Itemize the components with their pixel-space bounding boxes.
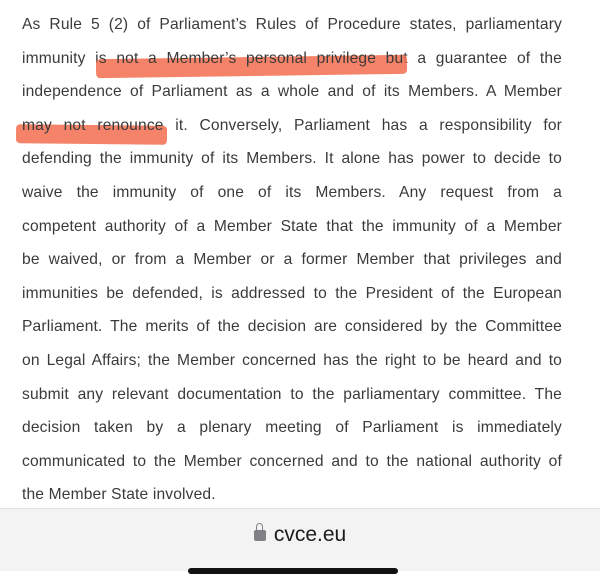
lock-icon: [254, 530, 266, 541]
text-line-9: immunities be defended, is addressed to the President of the European: [22, 284, 562, 302]
text-line-5: defending the immunity of its Members. It alone has power to decide to: [22, 150, 562, 168]
text-line-8: be waived, or from a Member or a former Member that privileges and: [22, 251, 562, 269]
browser-address-bar[interactable]: [0, 508, 600, 571]
url-display[interactable]: [0, 523, 600, 547]
highlight-personal-privilege: s not a Member’s personal privilege bu: [98, 49, 404, 67]
text-line-12: submit any relevant documentation to the parliamentary committee. The: [22, 385, 562, 403]
text-line-10: Parliament. The merits of the decision are considered by the Committee: [22, 318, 562, 336]
url-text[interactable]: cvce.eu: [273, 523, 347, 546]
text-line-14: communicated to the Member concerned and to the national authority of: [22, 452, 562, 470]
text-line-15: the Member State involved.: [22, 486, 216, 504]
text-line-2-start: immunity i: [22, 49, 99, 67]
highlight-may-not-renounce: may not renounce: [22, 116, 164, 134]
text-line-1: As Rule 5 (2) of Parliament’s Rules of Procedure states, parliamentary: [22, 16, 562, 33]
text-line-2-end: t a guarantee of the: [403, 49, 562, 67]
text-line-2: [22, 42, 562, 76]
text-line-4: [22, 109, 562, 143]
text-line-13: decision taken by a plenary meeting of Parliament is immediately: [22, 419, 562, 437]
text-line-3: independence of Parliament as a whole and of its Members. A Member: [22, 83, 562, 101]
text-line-11: on Legal Affairs; the Member concerned has the right to be heard and to: [22, 351, 562, 369]
text-line-4-end: it. Conversely, Parliament has a responsibility for: [163, 116, 562, 134]
home-indicator: [188, 568, 398, 574]
article-text: [22, 8, 562, 512]
text-line-7: competent authority of a Member State that the immunity of a Member: [22, 217, 562, 235]
text-line-6: waive the immunity of one of its Members. Any request from a: [22, 183, 562, 201]
